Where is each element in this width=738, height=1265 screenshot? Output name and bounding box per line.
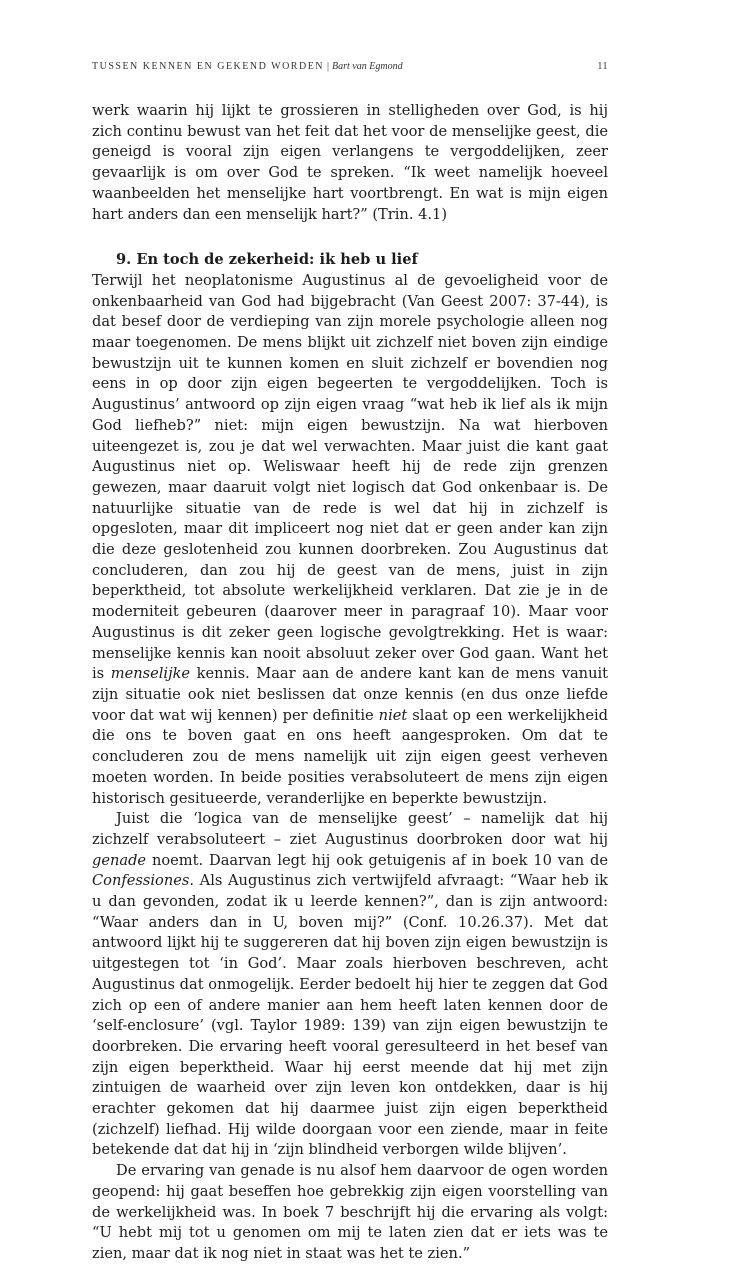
running-head (92, 61, 608, 72)
paragraph-text: Terwijl het neoplatonisme Augustinus al de gevoeligheid voor de onkenbaarheid van God had bijgebracht (Van Geest 2007: 37-44), is dat besef door de verdieping van zijn morele psychologie alleen nog maar toegenomen. De mens blijkt uit zichzelf niet boven zijn eindige bewustzijn uit te kunnen komen en sluit zichzelf er bovendien nog eens in op door zijn eigen begeerten te vergoddelijken. Toch is Augustinus’ antwoord op zijn eigen vraag “wat heb ik lief als ik mijn God liefheb?” niet: mijn eigen bewustzijn. Na wat hierboven uiteengezet is, zou je dat wel verwachten. Maar juist die kant gaat Augustinus niet op. Weliswaar heeft hij de rede zijn grenzen gewezen, maar daaruit volgt niet logisch dat God onkenbaar is. De natuurlijke situatie van de rede is wel dat hij in zichzelf is opgesloten, maar dit impliceert nog niet dat er geen ander kan zijn die deze geslotenheid zou kunnen doorbreken. Zou Augustinus dat concluderen, dan zou hij de geest van de mens, juist in zijn beperktheid, tot absolute werkelijkheid verklaren. Dat zie je in de moderniteit gebeuren (daarover meer in paragraaf 10). Maar voor Augustinus is dit zeker geen logische gevolgtrekking. Het is waar: menselijke kennis kan nooit absoluut zeker over God gaan. Want het is (92, 271, 608, 683)
emphasis-text: menselijke (110, 665, 191, 683)
body-text (92, 101, 608, 1265)
paragraph-text: . Als Augustinus zich vertwijfeld afvraagt: “Waar heb ik u dan gevonden, zodat ik u leerde kennen?”, dan is zijn antwoord: “Waar anders dan in U, boven mij?” (Conf. 10.26.37). Met dat antwoord lijkt hij te suggereren dat hij boven zijn eigen bewustzijn is uitgestegen tot ‘in God’. Maar zoals hierboven beschreven, acht Augustinus dat onmogelijk. Eerder bedoelt hij hier te zeggen dat God zich op een of andere manier aan hem heeft laten kennen door de ‘self-enclosure’ (vgl. Taylor 1989: 139) van zijn eigen bewustzijn te doorbreken. Die ervaring heeft vooral geresulteerd in het besef van zijn eigen beperktheid. Waar hij eerst meende dat hij met zijn zintuigen de waarheid over zijn leven kon ontdekken, daar is hij erachter gekomen dat hij daarmee juist zijn eigen beperktheid (zichzelf) liefhad. Hij wilde doorgaan voor een ziende, maar in feite betekende dat dat hij in ‘zijn blindheid verborgen wilde blijven’. (92, 872, 608, 1159)
emphasis-text: niet (378, 706, 408, 724)
paragraph-text: noemt. Daarvan legt hij ook getuigenis af in boek 10 van de (146, 851, 608, 869)
section-heading: 9. En toch de zekerheid: ik heb u lief (116, 251, 418, 269)
running-head-separator: | (327, 61, 330, 72)
paragraph-text: slaat op een werkelijkheid die ons te boven gaat en ons heeft aangesproken. Om dat te concluderen zou de mens namelijk uit zijn eigen geest verheven moeten worden. In beide posities verabsoluteert de mens zijn eigen historisch gesitueerde, veranderlijke en beperkte bewustzijn. (92, 706, 608, 807)
running-head-author: Bart van Egmond (332, 61, 403, 72)
paragraph-text: Juist die ‘logica van de menselijke geest’ – namelijk dat hij zichzelf verabsoluteert – ziet Augustinus doorbroken door wat hij (92, 810, 608, 848)
page-number: 11 (597, 61, 608, 72)
emphasis-text: genade (92, 851, 147, 869)
paragraph-text: kennis. Maar aan de andere kant kan de mens vanuit zijn situatie ook niet beslissen dat onze kennis (en dus onze liefde voor dat wat wij kennen) per definitie (92, 665, 609, 724)
paragraph-continued: werk waarin hij lijkt te grossieren in stelligheden over God, is hij zich continu bewust van het feit dat het voor de menselijke geest, die geneigd is vooral zijn eigen verlangens te vergoddelijken, zeer gevaarlijk is om over God te spreken. “Ik weet namelijk hoeveel waanbeelden het menselijke hart voortbrengt. En wat is mijn eigen hart anders dan een menselijk hart?” (Trin. 4.1) (92, 102, 608, 223)
paragraph-section-opening (92, 271, 608, 809)
running-head-title: TUSSEN KENNEN EN GEKEND WORDEN (92, 61, 325, 72)
paragraph-grace (92, 809, 608, 1161)
paragraph-experience: De ervaring van genade is nu alsof hem daarvoor de ogen worden geopend: hij gaat beseffen hoe gebrekkig zijn eigen voorstelling van de werkelijkheid was. In boek 7 beschrijft hij die ervaring als volgt: “U hebt mij tot u genomen om mij te laten zien dat er iets was te zien, maar dat ik nog niet in staat was het te zien.” (92, 1162, 608, 1262)
book-title: Confessiones (92, 872, 190, 890)
